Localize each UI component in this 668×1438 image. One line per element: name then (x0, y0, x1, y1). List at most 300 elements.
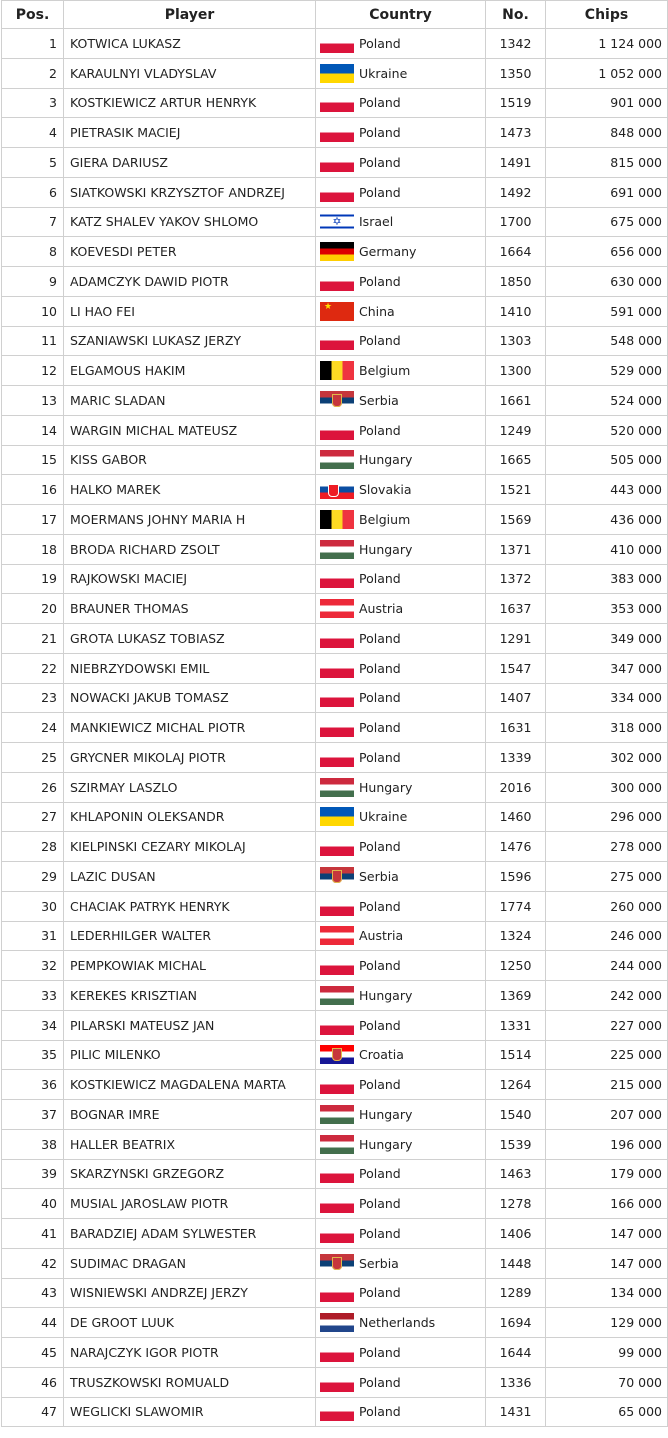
position-cell: 22 (2, 653, 64, 683)
chips-cell: 99 000 (546, 1338, 668, 1368)
poland-flag-icon (320, 1224, 354, 1243)
poland-flag-icon (320, 569, 354, 588)
position-cell: 40 (2, 1189, 64, 1219)
country-name: Poland (359, 333, 401, 349)
player-number-cell: 1460 (486, 802, 546, 832)
player-name-cell: LI HAO FEI (64, 296, 316, 326)
country-name: Poland (359, 958, 401, 974)
header-chips: Chips (546, 1, 668, 29)
table-row (2, 832, 668, 862)
table-row (2, 177, 668, 207)
chips-cell: 630 000 (546, 267, 668, 297)
hungary-flag-icon (320, 1105, 354, 1124)
germany-flag-icon (320, 242, 354, 261)
poland-flag-icon (320, 123, 354, 142)
chips-cell: 260 000 (546, 891, 668, 921)
chips-cell: 70 000 (546, 1367, 668, 1397)
table-row (2, 148, 668, 178)
player-name-cell: MUSIAL JAROSLAW PIOTR (64, 1189, 316, 1219)
table-row (2, 1397, 668, 1427)
poland-flag-icon (320, 421, 354, 440)
chips-cell: 302 000 (546, 743, 668, 773)
player-name-cell: KHLAPONIN OLEKSANDR (64, 802, 316, 832)
chip-count-table (1, 0, 668, 1427)
position-cell: 29 (2, 862, 64, 892)
header-pos: Pos. (2, 1, 64, 29)
table-row (2, 505, 668, 535)
position-cell: 15 (2, 445, 64, 475)
player-name-cell: GIERA DARIUSZ (64, 148, 316, 178)
player-number-cell: 1631 (486, 713, 546, 743)
player-number-cell: 1278 (486, 1189, 546, 1219)
chips-cell: 901 000 (546, 88, 668, 118)
player-number-cell: 1492 (486, 177, 546, 207)
player-name-cell: KOEVESDI PETER (64, 237, 316, 267)
country-cell (316, 743, 486, 773)
position-cell: 1 (2, 29, 64, 59)
position-cell: 14 (2, 415, 64, 445)
country-name: Hungary (359, 541, 413, 557)
poland-flag-icon (320, 897, 354, 916)
country-cell (316, 1219, 486, 1249)
country-name: Austria (359, 601, 404, 617)
hungary-flag-icon (320, 1135, 354, 1154)
player-name-cell: WEGLICKI SLAWOMIR (64, 1397, 316, 1427)
country-name: Serbia (359, 868, 399, 884)
player-number-cell: 1371 (486, 534, 546, 564)
country-cell (316, 594, 486, 624)
country-cell (316, 326, 486, 356)
country-cell (316, 624, 486, 654)
country-cell (316, 921, 486, 951)
country-name: Poland (359, 839, 401, 855)
poland-flag-icon (320, 1283, 354, 1302)
country-cell (316, 1040, 486, 1070)
table-row (2, 1100, 668, 1130)
chips-cell: 520 000 (546, 415, 668, 445)
player-name-cell: PILIC MILENKO (64, 1040, 316, 1070)
table-row (2, 237, 668, 267)
player-number-cell: 1448 (486, 1248, 546, 1278)
country-cell (316, 1159, 486, 1189)
table-row (2, 1129, 668, 1159)
poland-flag-icon (320, 153, 354, 172)
position-cell: 11 (2, 326, 64, 356)
country-name: Poland (359, 720, 401, 736)
player-name-cell: DE GROOT LUUK (64, 1308, 316, 1338)
player-name-cell: MARIC SLADAN (64, 386, 316, 416)
chips-cell: 147 000 (546, 1248, 668, 1278)
country-name: Poland (359, 749, 401, 765)
table-row (2, 296, 668, 326)
table-row (2, 1248, 668, 1278)
position-cell: 3 (2, 88, 64, 118)
country-cell (316, 207, 486, 237)
table-row (2, 475, 668, 505)
poland-flag-icon (320, 1343, 354, 1362)
player-number-cell: 1491 (486, 148, 546, 178)
hungary-flag-icon (320, 540, 354, 559)
country-cell (316, 772, 486, 802)
poland-flag-icon (320, 1164, 354, 1183)
chips-cell: 548 000 (546, 326, 668, 356)
poland-flag-icon (320, 1402, 354, 1421)
table-header (2, 1, 668, 29)
chips-cell: 215 000 (546, 1070, 668, 1100)
position-cell: 16 (2, 475, 64, 505)
country-cell (316, 296, 486, 326)
chips-cell: 347 000 (546, 653, 668, 683)
country-name: Hungary (359, 452, 413, 468)
player-number-cell: 1369 (486, 981, 546, 1011)
position-cell: 45 (2, 1338, 64, 1368)
player-number-cell: 1519 (486, 88, 546, 118)
country-cell (316, 475, 486, 505)
chips-cell: 207 000 (546, 1100, 668, 1130)
country-name: Poland (359, 1166, 401, 1182)
position-cell: 47 (2, 1397, 64, 1427)
table-row (2, 772, 668, 802)
ukraine-flag-icon (320, 64, 354, 83)
table-row (2, 88, 668, 118)
header-country: Country (316, 1, 486, 29)
table-row (2, 1219, 668, 1249)
player-number-cell: 1324 (486, 921, 546, 951)
chips-cell: 244 000 (546, 951, 668, 981)
chips-cell: 529 000 (546, 356, 668, 386)
player-name-cell: KATZ SHALEV YAKOV SHLOMO (64, 207, 316, 237)
player-number-cell: 1644 (486, 1338, 546, 1368)
table-row (2, 594, 668, 624)
poland-flag-icon (320, 837, 354, 856)
player-number-cell: 1291 (486, 624, 546, 654)
table-row (2, 58, 668, 88)
country-name: Poland (359, 630, 401, 646)
table-row (2, 743, 668, 773)
country-cell (316, 58, 486, 88)
country-cell (316, 177, 486, 207)
player-name-cell: GROTA LUKASZ TOBIASZ (64, 624, 316, 654)
chips-cell: 353 000 (546, 594, 668, 624)
player-number-cell: 1249 (486, 415, 546, 445)
serbia-flag-icon (320, 391, 354, 410)
player-name-cell: KOTWICA LUKASZ (64, 29, 316, 59)
country-name: Hungary (359, 779, 413, 795)
chips-cell: 436 000 (546, 505, 668, 535)
table-row (2, 118, 668, 148)
country-cell (316, 386, 486, 416)
country-name: Poland (359, 1196, 401, 1212)
country-cell (316, 118, 486, 148)
country-cell (316, 1308, 486, 1338)
table-row (2, 1308, 668, 1338)
table-row (2, 1338, 668, 1368)
country-name: Poland (359, 273, 401, 289)
player-number-cell: 1664 (486, 237, 546, 267)
belgium-flag-icon (320, 510, 354, 529)
chips-cell: 227 000 (546, 1010, 668, 1040)
player-name-cell: WARGIN MICHAL MATEUSZ (64, 415, 316, 445)
player-name-cell: MOERMANS JOHNY MARIA H (64, 505, 316, 535)
country-cell (316, 148, 486, 178)
player-name-cell: PIETRASIK MACIEJ (64, 118, 316, 148)
table-row (2, 1367, 668, 1397)
country-name: Serbia (359, 1255, 399, 1271)
country-cell (316, 1189, 486, 1219)
croatia-flag-icon (320, 1045, 354, 1064)
country-cell (316, 505, 486, 535)
player-number-cell: 1774 (486, 891, 546, 921)
chips-cell: 524 000 (546, 386, 668, 416)
country-name: Hungary (359, 1136, 413, 1152)
country-name: Poland (359, 1285, 401, 1301)
table-row (2, 1159, 668, 1189)
chips-cell: 296 000 (546, 802, 668, 832)
position-cell: 38 (2, 1129, 64, 1159)
header-no: No. (486, 1, 546, 29)
player-name-cell: KEREKES KRISZTIAN (64, 981, 316, 1011)
player-name-cell: HALLER BEATRIX (64, 1129, 316, 1159)
player-name-cell: ELGAMOUS HAKIM (64, 356, 316, 386)
poland-flag-icon (320, 748, 354, 767)
player-number-cell: 1700 (486, 207, 546, 237)
table-row (2, 326, 668, 356)
country-cell (316, 1338, 486, 1368)
chips-cell: 300 000 (546, 772, 668, 802)
player-name-cell: KOSTKIEWICZ ARTUR HENRYK (64, 88, 316, 118)
player-number-cell: 1350 (486, 58, 546, 88)
country-name: Poland (359, 1225, 401, 1241)
player-number-cell: 1336 (486, 1367, 546, 1397)
chips-cell: 656 000 (546, 237, 668, 267)
player-number-cell: 1540 (486, 1100, 546, 1130)
poland-flag-icon (320, 1075, 354, 1094)
chips-cell: 134 000 (546, 1278, 668, 1308)
country-name: Poland (359, 35, 401, 51)
country-name: Poland (359, 1077, 401, 1093)
player-name-cell: LEDERHILGER WALTER (64, 921, 316, 951)
player-name-cell: SIATKOWSKI KRZYSZTOF ANDRZEJ (64, 177, 316, 207)
player-number-cell: 1850 (486, 267, 546, 297)
country-name: Poland (359, 1017, 401, 1033)
country-name: China (359, 303, 395, 319)
player-name-cell: BRODA RICHARD ZSOLT (64, 534, 316, 564)
chips-cell: 278 000 (546, 832, 668, 862)
player-number-cell: 1289 (486, 1278, 546, 1308)
country-cell (316, 891, 486, 921)
chips-cell: 349 000 (546, 624, 668, 654)
chips-cell: 275 000 (546, 862, 668, 892)
position-cell: 34 (2, 1010, 64, 1040)
position-cell: 30 (2, 891, 64, 921)
table-row (2, 29, 668, 59)
position-cell: 37 (2, 1100, 64, 1130)
poland-flag-icon (320, 93, 354, 112)
hungary-flag-icon (320, 986, 354, 1005)
country-cell (316, 267, 486, 297)
player-name-cell: LAZIC DUSAN (64, 862, 316, 892)
country-name: Belgium (359, 363, 411, 379)
position-cell: 17 (2, 505, 64, 535)
player-name-cell: ADAMCZYK DAWID PIOTR (64, 267, 316, 297)
position-cell: 2 (2, 58, 64, 88)
poland-flag-icon (320, 956, 354, 975)
table-row (2, 1278, 668, 1308)
chips-cell: 675 000 (546, 207, 668, 237)
position-cell: 20 (2, 594, 64, 624)
chips-cell: 815 000 (546, 148, 668, 178)
country-cell (316, 713, 486, 743)
country-name: Ukraine (359, 65, 408, 81)
country-cell (316, 1070, 486, 1100)
table-row (2, 891, 668, 921)
country-name: Poland (359, 898, 401, 914)
player-name-cell: NOWACKI JAKUB TOMASZ (64, 683, 316, 713)
country-cell (316, 683, 486, 713)
table-row (2, 802, 668, 832)
china-flag-icon: ★ (320, 302, 354, 321)
poland-flag-icon (320, 1016, 354, 1035)
country-name: Poland (359, 1404, 401, 1420)
chips-cell: 1 052 000 (546, 58, 668, 88)
player-number-cell: 1339 (486, 743, 546, 773)
player-number-cell: 1463 (486, 1159, 546, 1189)
slovakia-flag-icon (320, 480, 354, 499)
player-number-cell: 1372 (486, 564, 546, 594)
player-number-cell: 1406 (486, 1219, 546, 1249)
austria-flag-icon (320, 926, 354, 945)
country-name: Hungary (359, 1106, 413, 1122)
player-name-cell: KOSTKIEWICZ MAGDALENA MARTA (64, 1070, 316, 1100)
player-name-cell: SUDIMAC DRAGAN (64, 1248, 316, 1278)
position-cell: 31 (2, 921, 64, 951)
country-name: Netherlands (359, 1315, 436, 1331)
country-name: Belgium (359, 511, 411, 527)
chips-cell: 225 000 (546, 1040, 668, 1070)
belgium-flag-icon (320, 361, 354, 380)
chips-cell: 242 000 (546, 981, 668, 1011)
country-name: Poland (359, 660, 401, 676)
position-cell: 8 (2, 237, 64, 267)
poland-flag-icon (320, 183, 354, 202)
country-name: Ukraine (359, 809, 408, 825)
country-cell (316, 29, 486, 59)
chips-cell: 505 000 (546, 445, 668, 475)
table-row (2, 1010, 668, 1040)
country-cell (316, 1010, 486, 1040)
poland-flag-icon (320, 718, 354, 737)
player-number-cell: 1300 (486, 356, 546, 386)
player-name-cell: HALKO MAREK (64, 475, 316, 505)
country-cell (316, 445, 486, 475)
table-row (2, 862, 668, 892)
chips-cell: 147 000 (546, 1219, 668, 1249)
player-name-cell: BOGNAR IMRE (64, 1100, 316, 1130)
player-number-cell: 1303 (486, 326, 546, 356)
country-name: Croatia (359, 1047, 404, 1063)
table-row (2, 624, 668, 654)
country-name: Poland (359, 125, 401, 141)
position-cell: 27 (2, 802, 64, 832)
player-name-cell: NIEBRZYDOWSKI EMIL (64, 653, 316, 683)
table-row (2, 415, 668, 445)
player-number-cell: 1431 (486, 1397, 546, 1427)
player-name-cell: KIELPINSKI CEZARY MIKOLAJ (64, 832, 316, 862)
position-cell: 7 (2, 207, 64, 237)
player-number-cell: 1407 (486, 683, 546, 713)
poland-flag-icon (320, 272, 354, 291)
player-name-cell: NARAJCZYK IGOR PIOTR (64, 1338, 316, 1368)
player-name-cell: MANKIEWICZ MICHAL PIOTR (64, 713, 316, 743)
country-cell (316, 951, 486, 981)
player-number-cell: 1250 (486, 951, 546, 981)
country-name: Hungary (359, 987, 413, 1003)
poland-flag-icon (320, 688, 354, 707)
country-name: Poland (359, 422, 401, 438)
hungary-flag-icon (320, 450, 354, 469)
chips-cell: 591 000 (546, 296, 668, 326)
player-name-cell: BRAUNER THOMAS (64, 594, 316, 624)
chips-cell: 196 000 (546, 1129, 668, 1159)
player-name-cell: PILARSKI MATEUSZ JAN (64, 1010, 316, 1040)
position-cell: 13 (2, 386, 64, 416)
poland-flag-icon (320, 1373, 354, 1392)
position-cell: 19 (2, 564, 64, 594)
country-cell (316, 564, 486, 594)
chips-cell: 129 000 (546, 1308, 668, 1338)
poland-flag-icon (320, 629, 354, 648)
israel-flag-icon: ✡ (320, 212, 354, 231)
table-row (2, 564, 668, 594)
country-cell (316, 1367, 486, 1397)
position-cell: 36 (2, 1070, 64, 1100)
serbia-flag-icon (320, 1254, 354, 1273)
player-number-cell: 1661 (486, 386, 546, 416)
country-cell (316, 653, 486, 683)
position-cell: 5 (2, 148, 64, 178)
chips-cell: 166 000 (546, 1189, 668, 1219)
country-name: Slovakia (359, 482, 412, 498)
table-row (2, 1189, 668, 1219)
country-name: Poland (359, 571, 401, 587)
player-number-cell: 1410 (486, 296, 546, 326)
table-row (2, 267, 668, 297)
country-cell (316, 1278, 486, 1308)
player-number-cell: 1665 (486, 445, 546, 475)
player-number-cell: 1331 (486, 1010, 546, 1040)
player-name-cell: RAJKOWSKI MACIEJ (64, 564, 316, 594)
position-cell: 24 (2, 713, 64, 743)
poland-flag-icon (320, 34, 354, 53)
table-row (2, 356, 668, 386)
hungary-flag-icon (320, 778, 354, 797)
position-cell: 35 (2, 1040, 64, 1070)
country-cell (316, 862, 486, 892)
player-name-cell: KISS GABOR (64, 445, 316, 475)
netherlands-flag-icon (320, 1313, 354, 1332)
player-name-cell: SZIRMAY LASZLO (64, 772, 316, 802)
poland-flag-icon (320, 1194, 354, 1213)
player-name-cell: PEMPKOWIAK MICHAL (64, 951, 316, 981)
position-cell: 21 (2, 624, 64, 654)
country-cell (316, 1129, 486, 1159)
country-cell (316, 88, 486, 118)
player-number-cell: 1547 (486, 653, 546, 683)
player-number-cell: 1637 (486, 594, 546, 624)
player-number-cell: 1514 (486, 1040, 546, 1070)
position-cell: 33 (2, 981, 64, 1011)
country-name: Israel (359, 214, 394, 230)
